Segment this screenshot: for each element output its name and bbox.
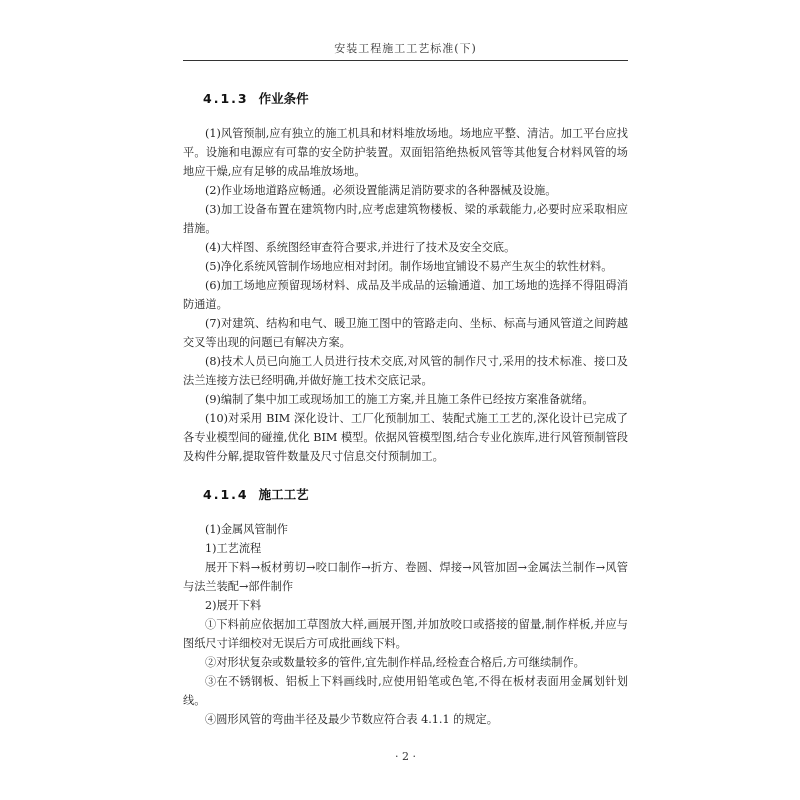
paragraph: (9)编制了集中加工或现场加工的施工方案,并且施工条件已经按方案准备就绪。 xyxy=(205,393,594,406)
paragraph: ①下料前应依据加工草图放大样,画展开图,并加放咬口或搭接的留量,制作样板,并应与图纸尺寸详细校对无误后方可成批画线下料。 xyxy=(183,618,628,650)
paragraph: ②对形状复杂或数量较多的管件,宜先制作样品,经检查合格后,方可继续制作。 xyxy=(205,656,585,669)
paragraph: (8)技术人员已向施工人员进行技术交底,对风管的制作尺寸,采用的技术标准、接口及法兰连接方法已经明确,并做好施工技术交底记录。 xyxy=(183,355,628,387)
section-body-4-1-4 xyxy=(183,520,628,729)
paragraph: 1)工艺流程 xyxy=(205,542,262,555)
paragraph: ④圆形风管的弯曲半径及最少节数应符合表 4.1.1 的规定。 xyxy=(205,713,498,726)
page-number: · 2 · xyxy=(395,750,416,763)
paragraph: (10)对采用 BIM 深化设计、工厂化预制加工、装配式施工工艺的,深化设计已完成了各专业模型间的碰撞,优化 BIM 模型。依据风管模型图,结合专业化族库,进行风管预制管段及构件分解,提取管件数量及尺寸信息交付预制加工。 xyxy=(183,412,628,463)
paragraph: (4)大样图、系统图经审查符合要求,并进行了技术及安全交底。 xyxy=(205,241,516,254)
paragraph: (7)对建筑、结构和电气、暖卫施工图中的管路走向、坐标、标高与通风管道之间跨越交叉等出现的问题已有解决方案。 xyxy=(183,317,628,349)
paragraph: (5)净化系统风管制作场地应相对封闭。制作场地宜铺设不易产生灰尘的软性材料。 xyxy=(205,260,613,273)
section-heading-4-1-3 xyxy=(203,88,628,110)
section-number: 4.1.4 xyxy=(203,487,249,502)
paragraph: (3)加工设备布置在建筑物内时,应考虑建筑物楼板、梁的承载能力,必要时应采取相应措施。 xyxy=(183,203,628,235)
section-heading-4-1-4 xyxy=(203,484,628,506)
header-rule xyxy=(183,60,628,61)
paragraph: (1)金属风管制作 xyxy=(205,523,288,536)
paragraph: ③在不锈钢板、铝板上下料画线时,应使用铅笔或色笔,不得在板材表面用金属划针划线。 xyxy=(183,675,628,707)
paragraph: 2)展开下料 xyxy=(205,599,262,612)
running-header: 安装工程施工工艺标准(下) xyxy=(334,42,477,55)
paragraph: (6)加工场地应预留现场材料、成品及半成品的运输通道、加工场地的选择不得阻碍消防通道。 xyxy=(183,279,628,311)
section-body-4-1-3 xyxy=(183,124,628,466)
section-title: 作业条件 xyxy=(258,91,309,106)
section-number: 4.1.3 xyxy=(203,91,249,106)
paragraph: (1)风管预制,应有独立的施工机具和材料堆放场地。场地应平整、清洁。加工平台应找平。设施和电源应有可靠的安全防护装置。双面铝箔绝热板风管等其他复合材料风管的场地应干燥,应有足够的成品堆放场地。 xyxy=(183,127,628,178)
section-title: 施工工艺 xyxy=(258,487,309,502)
paragraph: (2)作业场地道路应畅通。必须设置能满足消防要求的各种器械及设施。 xyxy=(205,184,557,197)
page-body xyxy=(183,88,628,729)
paragraph: 展开下料→板材剪切→咬口制作→折方、卷圆、焊接→风管加固→金属法兰制作→风管与法兰装配→部件制作 xyxy=(183,561,628,593)
